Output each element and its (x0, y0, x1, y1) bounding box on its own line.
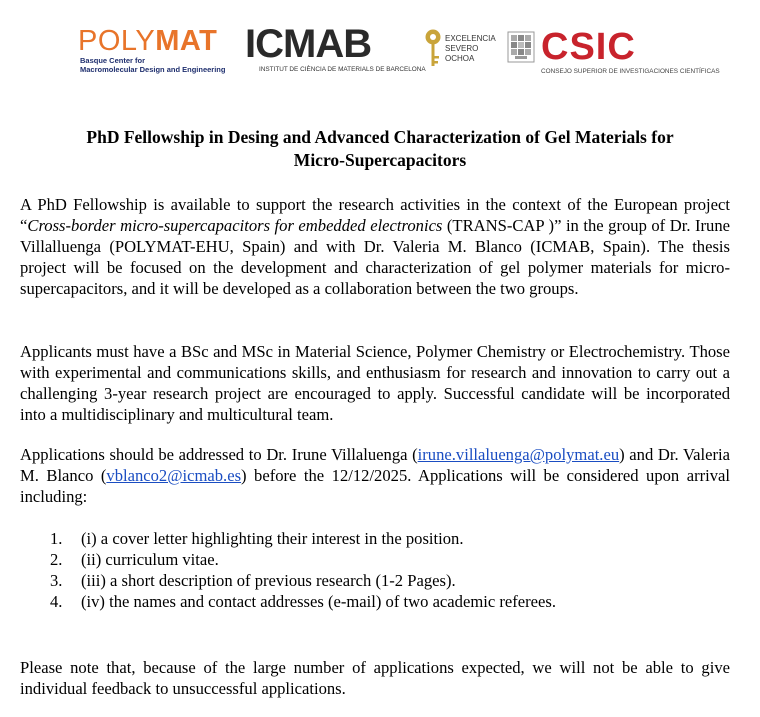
list-number: 4. (50, 592, 63, 611)
polymat-wordmark (78, 26, 225, 56)
csic-emblem-icon (507, 31, 535, 63)
list-item (50, 591, 556, 612)
list-number: 2. (50, 550, 63, 569)
application-documents-list (50, 528, 556, 612)
email-link-blanco[interactable]: vblanco2@icmab.es (106, 466, 242, 485)
list-text: (i) a cover letter highlighting their interest in the position. (81, 529, 464, 548)
polymat-subtitle-1: Basque Center for (80, 56, 146, 65)
logo-header (0, 0, 760, 90)
intro-paragraph (20, 194, 730, 299)
list-text: (iii) a short description of previous research (1-2 Pages). (81, 571, 456, 590)
list-number: 1. (50, 529, 63, 548)
icmab-wordmark: ICMAB (245, 22, 372, 66)
csic-subtitle: CONSEJO SUPERIOR DE INVESTIGACIONES CIENTÍFICAS (541, 68, 720, 75)
applications-text-1: Applications should be addressed to Dr. Irune Villaluenga ( (20, 445, 418, 464)
requirements-paragraph: Applicants must have a BSc and MSc in Material Science, Polymer Chemistry or Electrochemistry. Those with experimental and communications skills, and enthusiasm for research and innovation to carry out a challenging 3-year research project are encouraged to apply. Successful candidate will be incorporated into a multidisciplinary and multicultural team. (20, 342, 730, 424)
intro-text-after: (TRANS-CAP )” in the group of Dr. Irune Villalluenga (POLYMAT-EHU, Spain) and with Dr. Valeria M. Blanco (ICMAB, Spain). The thesis project will be focused on the development and characterization of gel polymer materials for micro-supercapacitors, and it will be developed as a collaboration between the two groups. (20, 216, 730, 298)
icmab-subtitle: INSTITUT DE CIÈNCIA DE MATERIALS DE BARCELONA (259, 66, 426, 73)
applications-text-3: ) before the 12/12/2025. Applications will be considered upon arrival including: (20, 466, 730, 506)
applications-paragraph (20, 444, 730, 507)
list-item (50, 528, 556, 549)
severo-ochoa-line-1: EXCELENCIA (445, 34, 496, 43)
severo-ochoa-text (445, 34, 496, 64)
list-item (50, 570, 556, 591)
document-title (20, 126, 740, 172)
list-item (50, 549, 556, 570)
intro-text-before: A PhD Fellowship is available to support the research activities in the context of the European project “ (20, 195, 730, 235)
polymat-word-poly: POLY (78, 25, 156, 57)
csic-wordmark: CSIC (541, 26, 636, 68)
list-number: 3. (50, 571, 63, 590)
polymat-logo (78, 26, 225, 74)
feedback-note-paragraph: Please note that, because of the large number of applications expected, we will not be able to give individual feedback to unsuccessful applications. (20, 658, 730, 698)
project-name: Cross-border micro-supercapacitors for embedded electronics (27, 216, 443, 235)
severo-ochoa-line-3: OCHOA (445, 54, 475, 63)
icmab-logo (245, 24, 426, 73)
title-line-2: Micro-Supercapacitors (293, 150, 467, 170)
key-icon (423, 28, 443, 70)
polymat-word-mat: MAT (155, 25, 218, 57)
title-line-1: PhD Fellowship in Desing and Advanced Characterization of Gel Materials for (86, 127, 674, 147)
severo-ochoa-line-2: SEVERO (445, 44, 479, 53)
list-text: (ii) curriculum vitae. (81, 550, 219, 569)
polymat-subtitle-2: Macromolecular Design and Engineering (80, 65, 226, 74)
applications-text-2: ) and Dr. Valeria M. Blanco ( (20, 445, 730, 485)
email-link-villaluenga[interactable]: irune.villaluenga@polymat.eu (417, 445, 620, 464)
list-text: (iv) the names and contact addresses (e-mail) of two academic referees. (81, 592, 556, 611)
